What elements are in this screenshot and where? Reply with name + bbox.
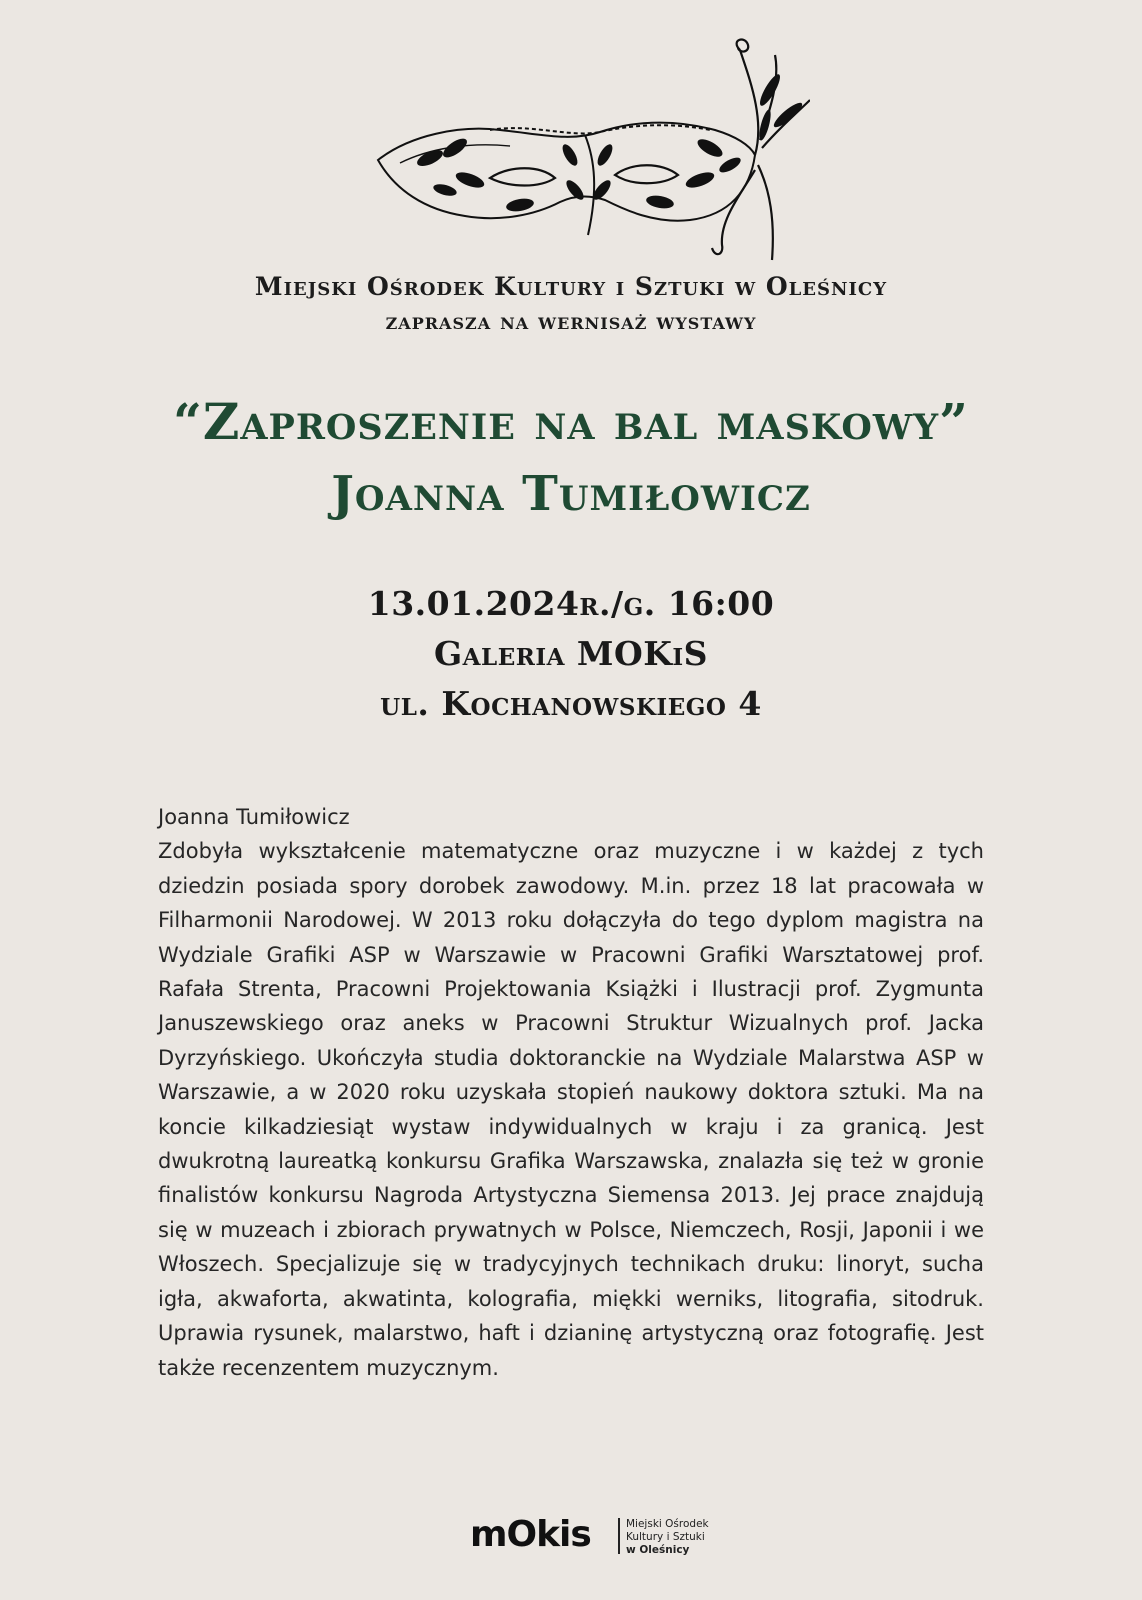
masquerade-mask-illustration bbox=[370, 30, 810, 280]
logo-org-line1: Miejski Ośrodek bbox=[626, 1518, 709, 1530]
mokis-logo bbox=[470, 1510, 730, 1560]
logo-org-line3: w Oleśnicy bbox=[626, 1544, 690, 1556]
organizer-name: Miejski Ośrodek Kultury i Sztuki w Oleśnicy bbox=[254, 272, 888, 301]
event-address: ul. Kochanowskiego 4 bbox=[380, 684, 762, 723]
logo-wordmark: mOkis bbox=[470, 1514, 591, 1555]
bio-text: Zdobyła wykształcenie matematyczne oraz muzyczne i w każdej z tych dziedzin posiada spory dorobek zawodowy. M.in. przez 18 lat pracowała w Filharmonii Narodowej. W 2013 roku dołączyła do tego dyplom magistra na Wydziale Grafiki ASP w Warszawie w Pracowni Grafiki Warsztatowej prof. Rafała Strenta, Pracowni Projektowania Książki i Ilustracji prof. Zygmunta Januszewskiego oraz aneks w Pracowni Struktur Wizualnych prof. Jacka Dyrzyńskiego. Ukończyła studia doktoranckie na Wydziale Malarstwa ASP w Warszawie, a w 2020 roku uzyskała stopień naukowy doktora sztuki. Ma na koncie kilkadziesiąt wystaw indywidualnych w kraju i za granicą. Jest dwukrotną laureatką konkursu Grafika Warszawska, znalazła się też w gronie finalistów konkursu Nagroda Artystyczna Siemensa 2013. Jej prace znajdują się w muzeach i zbiorach prywatnych w Polsce, Niemczech, Rosji, Japonii i we Włoszech. Specjalizuje się w tradycyjnych technikach druku: linoryt, sucha igła, akwaforta, akwatinta, kolografia, miękki werniks, litografia, sitodruk. Uprawia rysunek, malarstwo, haft i dzianinę artystyczną oraz fotografię. Jest także recenzentem muzycznym. bbox=[158, 839, 984, 1380]
artist-biography bbox=[158, 800, 984, 1385]
logo-org-text bbox=[626, 1518, 709, 1557]
invitation-line: zaprasza na wernisaż wystawy bbox=[385, 308, 757, 335]
exhibition-title: “Zaproszenie na bal maskowy” bbox=[173, 392, 969, 451]
event-venue: Galeria MOKiS bbox=[434, 634, 708, 673]
logo-divider bbox=[618, 1518, 620, 1554]
bio-name: Joanna Tumiłowicz bbox=[158, 805, 350, 829]
artist-name: Joanna Tumiłowicz bbox=[331, 466, 811, 522]
logo-org-line2: Kultury i Sztuki bbox=[626, 1531, 705, 1543]
event-date-time: 13.01.2024r./g. 16:00 bbox=[367, 584, 775, 623]
